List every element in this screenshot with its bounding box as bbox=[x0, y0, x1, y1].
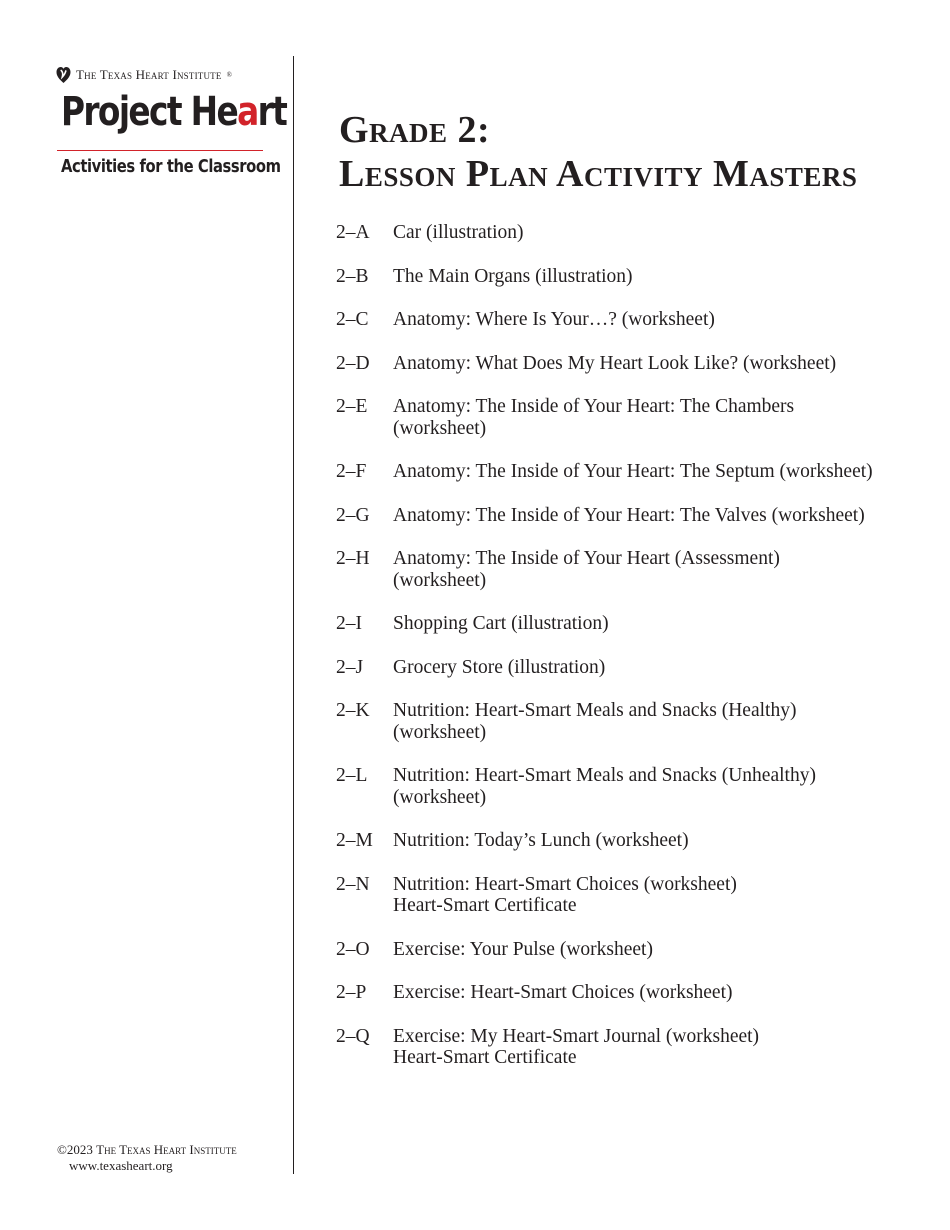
activity-code: 2–E bbox=[336, 396, 368, 417]
activity-title-line: Exercise: Heart-Smart Choices (worksheet) bbox=[393, 982, 733, 1003]
list-item bbox=[336, 353, 916, 375]
list-item bbox=[336, 505, 916, 527]
list-item bbox=[336, 461, 916, 483]
activity-code: 2–H bbox=[336, 548, 370, 569]
list-item bbox=[336, 830, 916, 852]
list-item bbox=[336, 874, 916, 917]
activity-title bbox=[393, 266, 916, 288]
logo-title-part-1: Project He bbox=[61, 89, 238, 135]
activity-title bbox=[393, 309, 916, 331]
list-item bbox=[336, 1026, 916, 1069]
activity-title bbox=[393, 765, 916, 808]
activity-code: 2–G bbox=[336, 504, 370, 526]
activity-title bbox=[393, 700, 916, 743]
activity-code: 2–Q bbox=[336, 1025, 370, 1047]
activity-title-line: Car (illustration) bbox=[393, 222, 524, 243]
activity-code: 2–K bbox=[336, 700, 370, 721]
activity-code: 2–J bbox=[336, 656, 364, 678]
list-item bbox=[336, 266, 916, 288]
activity-title-line: Shopping Cart (illustration) bbox=[393, 613, 609, 634]
copyright-org: The Texas Heart Institute bbox=[96, 1142, 237, 1157]
website-url: www.texasheart.org bbox=[69, 1158, 173, 1173]
activity-code: 2–F bbox=[336, 461, 367, 482]
list-item bbox=[336, 548, 916, 591]
activity-title bbox=[393, 830, 916, 852]
activity-title-line: Heart-Smart Certificate bbox=[393, 1047, 577, 1068]
activity-title bbox=[393, 353, 916, 375]
activity-code: 2–C bbox=[336, 309, 369, 330]
activity-title-line: Nutrition: Heart-Smart Choices (worksheet) bbox=[393, 873, 737, 895]
list-item bbox=[336, 982, 916, 1004]
activity-title-line: Anatomy: The Inside of Your Heart: The Chambers bbox=[393, 396, 795, 417]
activity-code: 2–M bbox=[336, 830, 373, 851]
list-item bbox=[336, 700, 916, 743]
activity-title bbox=[393, 874, 916, 917]
activity-title-line: (worksheet) bbox=[393, 721, 487, 743]
activity-title-line: Anatomy: The Inside of Your Heart: The Septum (worksheet) bbox=[393, 461, 873, 482]
activity-title-line: Anatomy: Where Is Your…? (worksheet) bbox=[393, 309, 715, 330]
list-item bbox=[336, 309, 916, 331]
project-heart-logo bbox=[61, 89, 287, 135]
activity-title bbox=[393, 1026, 916, 1069]
page-title-line-2: Lesson Plan Activity Masters bbox=[339, 153, 858, 195]
activity-title bbox=[393, 982, 916, 1004]
list-item bbox=[336, 613, 916, 635]
activity-title bbox=[393, 657, 916, 679]
activity-title-line: (worksheet) bbox=[393, 569, 487, 591]
copyright-year: ©2023 bbox=[57, 1142, 93, 1157]
sidebar-divider bbox=[293, 56, 294, 1174]
activity-title-line: Heart-Smart Certificate bbox=[393, 895, 577, 916]
page-title bbox=[339, 108, 857, 196]
activity-title-line: (worksheet) bbox=[393, 786, 487, 808]
activity-code: 2–O bbox=[336, 938, 370, 960]
activity-code: 2–D bbox=[336, 352, 370, 374]
activity-code: 2–A bbox=[336, 222, 370, 243]
registered-mark: ® bbox=[226, 71, 233, 79]
list-item bbox=[336, 765, 916, 808]
activity-title bbox=[393, 396, 916, 439]
page-title-line-1: Grade 2: bbox=[339, 109, 491, 151]
institute-name bbox=[56, 66, 232, 84]
activity-title-line: Anatomy: The Inside of Your Heart: The Valves (worksheet) bbox=[393, 504, 865, 526]
footer bbox=[57, 1142, 237, 1174]
activity-code: 2–I bbox=[336, 613, 362, 634]
list-item bbox=[336, 939, 916, 961]
activity-title-line: The Main Organs (illustration) bbox=[393, 265, 633, 287]
activity-title-line: Grocery Store (illustration) bbox=[393, 656, 606, 678]
activity-title bbox=[393, 613, 916, 635]
logo-divider bbox=[57, 150, 263, 151]
activity-title-line: Nutrition: Heart-Smart Meals and Snacks (Healthy) bbox=[393, 700, 797, 721]
activity-title bbox=[393, 461, 916, 483]
activity-title bbox=[393, 222, 916, 244]
logo-tagline: Activities for the Classroom bbox=[61, 156, 281, 177]
heart-shield-icon bbox=[56, 66, 71, 84]
activity-code: 2–B bbox=[336, 265, 369, 287]
activity-code: 2–N bbox=[336, 873, 370, 895]
logo-title-part-2: rt bbox=[257, 89, 287, 135]
list-item bbox=[336, 222, 916, 244]
list-item bbox=[336, 396, 916, 439]
activity-title bbox=[393, 939, 916, 961]
institute-name-text: The Texas Heart Institute bbox=[76, 67, 222, 82]
activity-title-line: Exercise: My Heart-Smart Journal (worksheet) bbox=[393, 1025, 760, 1047]
list-item bbox=[336, 657, 916, 679]
activity-title-line: (worksheet) bbox=[393, 417, 487, 439]
activity-code: 2–P bbox=[336, 982, 367, 1003]
activity-title-line: Nutrition: Today’s Lunch (worksheet) bbox=[393, 830, 689, 851]
activity-title-line: Exercise: Your Pulse (worksheet) bbox=[393, 938, 653, 960]
activity-title-line: Anatomy: The Inside of Your Heart (Assessment) bbox=[393, 548, 780, 569]
activity-title-line: Anatomy: What Does My Heart Look Like? (worksheet) bbox=[393, 352, 837, 374]
logo-heart-letter: a bbox=[237, 89, 258, 135]
copyright bbox=[57, 1142, 237, 1158]
activity-title bbox=[393, 505, 916, 527]
activity-code: 2–L bbox=[336, 765, 368, 786]
activity-title bbox=[393, 548, 916, 591]
activity-title-line: Nutrition: Heart-Smart Meals and Snacks (Unhealthy) bbox=[393, 765, 816, 786]
activity-list bbox=[336, 222, 916, 1091]
